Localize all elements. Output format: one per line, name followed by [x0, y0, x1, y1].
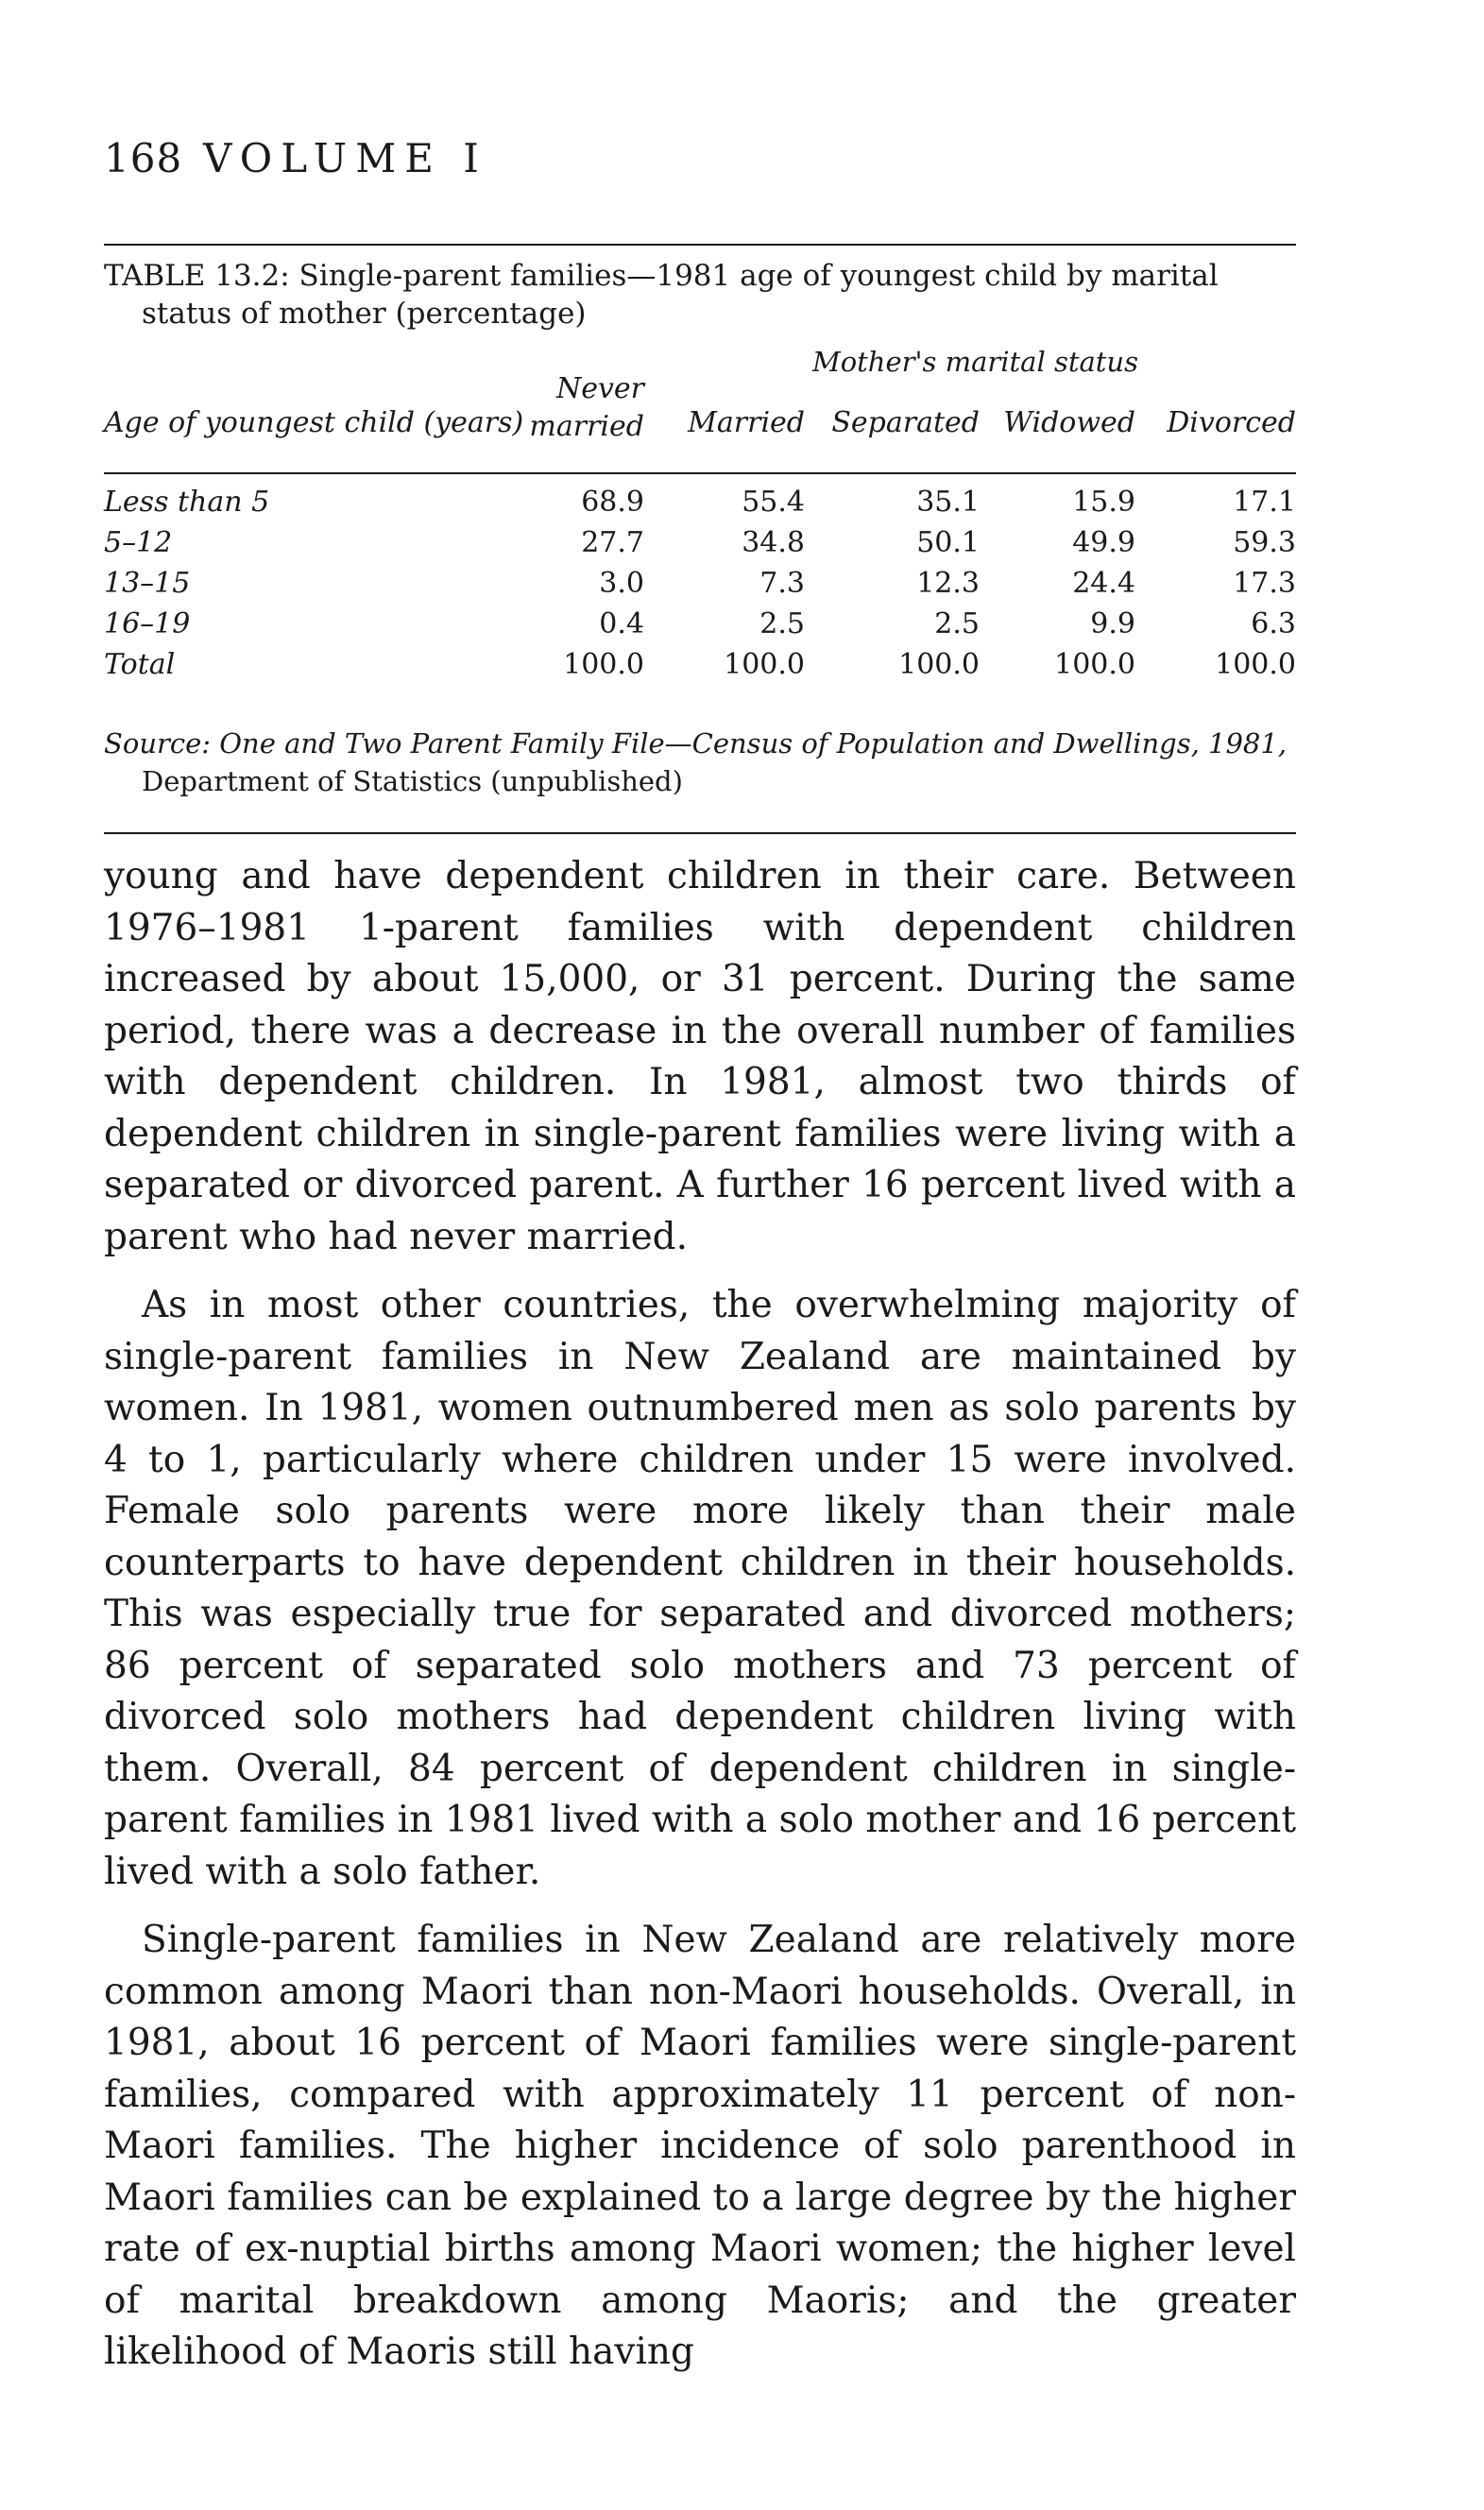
table-cell: 100.0 — [1054, 648, 1135, 681]
table-cell: 68.9 — [581, 486, 644, 519]
table-cell: 7.3 — [759, 567, 805, 600]
paragraph: Single-parent families in New Zealand are relatively more common among Maori than non-Maori households. Overall, in 1981, about 16 percent of Maori families were single-parent families, compared with approximately 11 percent of non-Maori families. The higher incidence of solo parenthood in Maori families can be explained to a large degree by the higher rate of ex-nuptial births among Maori women; the higher level of marital breakdown among Maoris; and the greater likelihood of Maoris still having — [104, 1919, 1296, 2373]
row-label: Less than 5 — [104, 486, 270, 519]
table-cell: 55.4 — [742, 486, 805, 519]
column-header-never: Never — [555, 372, 644, 405]
table-row — [104, 563, 1296, 604]
table-top-rule — [104, 244, 1296, 246]
stub-header: Age of youngest child (years) — [104, 406, 524, 439]
table-cell: 3.0 — [599, 567, 644, 600]
table-cell: 100.0 — [724, 648, 805, 681]
table-cell: 0.4 — [599, 607, 644, 640]
table-caption: TABLE 13.2: Single-parent families—1981 age of youngest child by marital status of mother (percentage) — [104, 259, 1219, 331]
table-cell: 49.9 — [1072, 526, 1135, 559]
header-rule — [104, 472, 1296, 474]
row-label: 13–15 — [104, 567, 191, 600]
page — [104, 132, 1296, 2379]
column-header-never-married — [529, 370, 644, 446]
column-headers — [104, 333, 1296, 452]
column-header-married-word: married — [529, 410, 644, 443]
table-cell: 12.3 — [916, 567, 980, 600]
table-cell: 17.1 — [1233, 486, 1296, 519]
row-label: 16–19 — [104, 607, 191, 640]
column-header-widowed: Widowed — [1003, 406, 1135, 439]
table-block — [104, 244, 1296, 834]
table-cell: 34.8 — [742, 526, 805, 559]
table-cell: 24.4 — [1072, 567, 1135, 600]
column-header-separated: Separated — [831, 406, 980, 439]
table-cell: 27.7 — [581, 526, 644, 559]
table-cell: 59.3 — [1233, 526, 1296, 559]
table-cell: 6.3 — [1251, 607, 1296, 640]
source-label: Source: — [104, 727, 212, 760]
table-cell: 100.0 — [898, 648, 980, 681]
table-cell: 2.5 — [759, 607, 805, 640]
row-label: Total — [104, 648, 176, 681]
table-row — [104, 644, 1296, 685]
table-cell: 50.1 — [916, 526, 980, 559]
source-title: One and Two Parent Family File—Census of Population and Dwellings, 1981, — [219, 727, 1288, 760]
table-cell: 15.9 — [1072, 486, 1135, 519]
body-text — [104, 851, 1296, 2379]
table-cell: 2.5 — [934, 607, 980, 640]
group-header: Mother's marital status — [812, 346, 1138, 378]
table-row — [104, 482, 1296, 522]
column-header-married: Married — [688, 406, 805, 439]
table-cell: 9.9 — [1090, 607, 1135, 640]
volume-label: VOLUME I — [203, 135, 487, 181]
row-label: 5–12 — [104, 526, 173, 559]
table-row — [104, 522, 1296, 563]
table-cell: 17.3 — [1233, 567, 1296, 600]
table-cell: 35.1 — [916, 486, 980, 519]
paragraph: As in most other countries, the overwhelming majority of single-parent families in New Zealand are maintained by women. In 1981, women outnumbered men as solo parents by 4 to 1, particularly where children under 15 were involved. Female solo parents were more likely than their male counterparts to have dependent children in their households. This was especially true for separated and divorced mothers; 86 percent of separated solo mothers and 73 percent of divorced solo mothers had dependent children living with them. Overall, 84 percent of dependent children in single-parent families in 1981 lived with a solo mother and 16 percent lived with a solo father. — [104, 1284, 1296, 1893]
column-header-divorced: Divorced — [1167, 406, 1296, 439]
table-row — [104, 604, 1296, 644]
page-number: 168 — [104, 135, 183, 181]
table-cell: 100.0 — [1215, 648, 1296, 681]
data-table — [104, 482, 1296, 685]
table-source — [104, 725, 1296, 800]
running-head — [104, 132, 1296, 185]
source-publisher: Department of Statistics (unpublished) — [142, 765, 683, 797]
paragraph: young and have dependent children in their care. Between 1976–1981 1-parent families with dependent children increased by about 15,000, or 31 percent. During the same period, there was a decrease in the overall number of families with dependent children. In 1981, almost two thirds of dependent children in single-parent families were living with a separated or divorced parent. A further 16 percent lived with a parent who had never married. — [104, 855, 1296, 1258]
table-cell: 100.0 — [563, 648, 644, 681]
table-bottom-rule — [104, 832, 1296, 834]
